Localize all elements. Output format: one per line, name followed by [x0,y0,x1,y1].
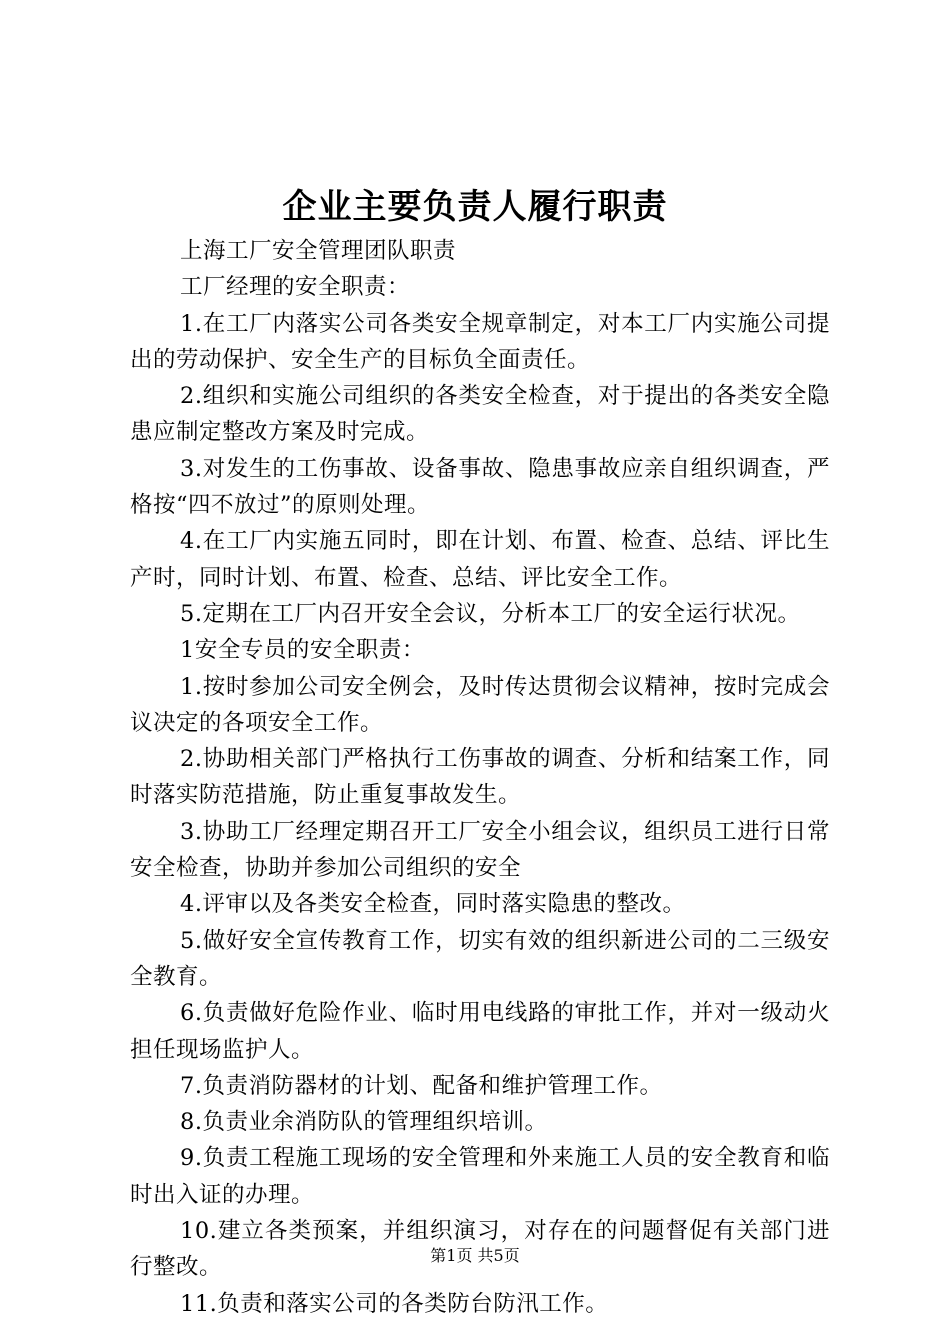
paragraph-officer-heading: 1安全专员的安全职责： [180,637,425,664]
paragraph-officer-duty-1: 1.按时参加公司安全例会，及时传达贯彻会议精神，按时完成会议决定的各项安全工作。 [130,673,830,736]
paragraph-manager-duty-2: 2.组织和实施公司组织的各类安全检查，对于提出的各类安全隐患应制定整改方案及时完成。 [130,383,830,446]
paragraph-officer-duty-9: 9.负责工程施工现场的安全管理和外来施工人员的安全教育和临时出入证的办理。 [130,1145,830,1208]
document-body [130,233,830,1322]
paragraph-manager-duty-4: 4.在工厂内实施五同时，即在计划、布置、检查、总结、评比生产时，同时计划、布置、检查、总结、评比安全工作。 [130,528,830,591]
page-number-footer: 第1页 共5页 [430,1246,520,1265]
paragraph-manager-duty-3: 3.对发生的工伤事故、设备事故、隐患事故应亲自组织调查，严格按“四不放过”的原则处理。 [130,455,830,519]
paragraph-officer-duty-7: 7.负责消防器材的计划、配备和维护管理工作。 [180,1072,663,1099]
paragraph-manager-heading: 工厂经理的安全职责： [180,274,411,301]
document-title: 企业主要负责人履行职责 [282,187,668,227]
paragraph-officer-duty-3: 3.协助工厂经理定期召开工厂安全小组会议，组织员工进行日常安全检查，协助并参加公司组织的安全 [130,818,830,882]
paragraph-officer-duty-4: 4.评审以及各类安全检查，同时落实隐患的整改。 [180,891,686,918]
paragraph-manager-duty-5: 5.定期在工厂内召开安全会议，分析本工厂的安全运行状况。 [180,600,801,627]
paragraph-officer-duty-2: 2.协助相关部门严格执行工伤事故的调查、分析和结案工作，同时落实防范措施，防止重复事故发生。 [130,746,830,809]
paragraph-manager-duty-1: 1.在工厂内落实公司各类安全规章制定，对本工厂内实施公司提出的劳动保护、安全生产的目标负全面责任。 [130,310,830,373]
paragraph-officer-duty-8: 8.负责业余消防队的管理组织培训。 [180,1109,548,1136]
paragraph-officer-duty-5: 5.做好安全宣传教育工作，切实有效的组织新进公司的二三级安全教育。 [130,927,830,990]
paragraph-officer-duty-6: 6.负责做好危险作业、临时用电线路的审批工作，并对一级动火担任现场监护人。 [130,1000,830,1063]
paragraph-officer-duty-10: 10.建立各类预案，并组织演习，对存在的问题督促有关部门进行整改。 [130,1218,830,1281]
paragraph-officer-duty-11: 11.负责和落实公司的各类防台防汛工作。 [180,1290,609,1317]
paragraph-team-heading: 上海工厂安全管理团队职责 [180,238,457,264]
